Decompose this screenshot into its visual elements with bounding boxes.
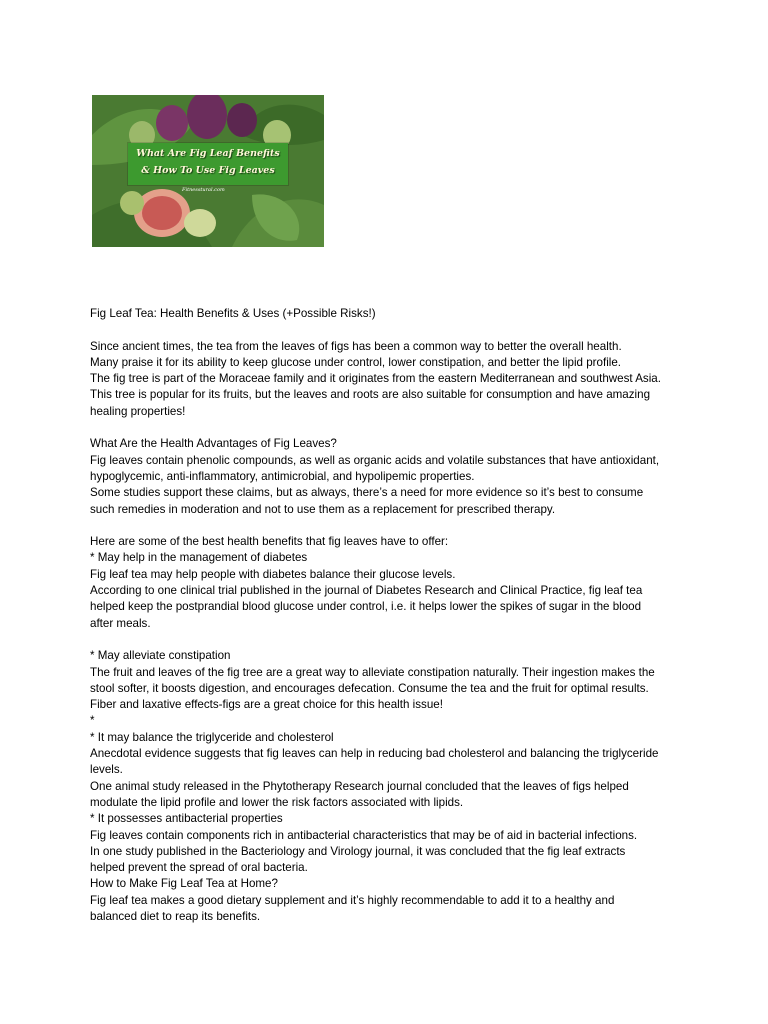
text-line: helped keep the postprandial blood glucose under control, i.e. it helps lower the spikes of sugar in the blood [90,600,642,614]
list-item-heading: * It may balance the triglyceride and cholesterol [90,730,334,744]
text-line: Anecdotal evidence suggests that fig leaves can help in reducing bad cholesterol and balancing the triglyceride [90,747,659,761]
text-line: after meals. [90,616,151,630]
hero-image [92,95,324,247]
list-item-heading: * May help in the management of diabetes [90,551,308,565]
text-line: Fig leaf tea makes a good dietary supplement and it’s highly recommendable to add it to a healthy and [90,893,615,907]
text-line: helped prevent the spread of oral bacteria. [90,861,308,875]
section-heading: How to Make Fig Leaf Tea at Home? [90,877,278,891]
text-line: This tree is popular for its fruits, but the leaves and roots are also suitable for consumption and have amazing [90,388,651,402]
text-line: levels. [90,763,123,777]
blank-line [90,632,690,648]
blank-line [90,420,690,436]
article-title: Fig Leaf Tea: Health Benefits & Uses (+Possible Risks!) [90,307,376,320]
text-line: Fig leaf tea may help people with diabetes balance their glucose levels. [90,567,456,581]
text-line: hypoglycemic, anti-inflammatory, antimicrobial, and hypolipemic properties. [90,469,475,483]
hero-title-banner [128,143,288,185]
list-item-heading: * May alleviate constipation [90,649,231,663]
text-line: Some studies support these claims, but as always, there’s a need for more evidence so it’s best to consume [90,486,644,500]
text-line: modulate the lipid profile and lower the risk factors associated with lipids. [90,795,464,809]
blank-line [90,518,690,534]
text-line: Fig leaves contain components rich in antibacterial characteristics that may be of aid in bacterial infections. [90,828,638,842]
text-line: balanced diet to reap its benefits. [90,909,261,923]
text-line: healing properties! [90,404,186,418]
bullet-marker: * [90,714,95,728]
section-heading: What Are the Health Advantages of Fig Leaves? [90,437,337,451]
text-line: Since ancient times, the tea from the leaves of figs has been a common way to better the overall health. [90,339,622,353]
text-line: Fiber and laxative effects-figs are a great choice for this health issue! [90,698,443,712]
text-line: The fig tree is part of the Moraceae family and it originates from the eastern Mediterranean and southwest Asia. [90,372,661,386]
hero-title-line2: & How To Use Fig Leaves [141,165,275,176]
text-line: One animal study released in the Phytotherapy Research journal concluded that the leaves of figs helped [90,779,629,793]
article-body [90,306,690,925]
text-line: stool softer, it boosts digestion, and encourages defecation. Consume the tea and the fruit for optimal results. [90,681,649,695]
hero-site-watermark: Fitnesstural.com [182,187,225,193]
text-line: Here are some of the best health benefits that fig leaves have to offer: [90,535,449,549]
text-line: According to one clinical trial published in the journal of Diabetes Research and Clinical Practice, fig leaf tea [90,584,643,598]
text-line: such remedies in moderation and not to use them as a replacement for prescribed therapy. [90,502,556,516]
text-line: Many praise it for its ability to keep glucose under control, lower constipation, and better the lipid profile. [90,355,622,369]
text-line: In one study published in the Bacteriology and Virology journal, it was concluded that the fig leaf extracts [90,844,626,858]
blank-line [90,322,690,338]
hero-title-line1: What Are Fig Leaf Benefits [136,148,280,159]
text-line: The fruit and leaves of the fig tree are a great way to alleviate constipation naturally. Their ingestion makes the [90,665,655,679]
text-line: Fig leaves contain phenolic compounds, as well as organic acids and volatile substances that have antioxidant, [90,453,660,467]
list-item-heading: * It possesses antibacterial properties [90,812,283,826]
